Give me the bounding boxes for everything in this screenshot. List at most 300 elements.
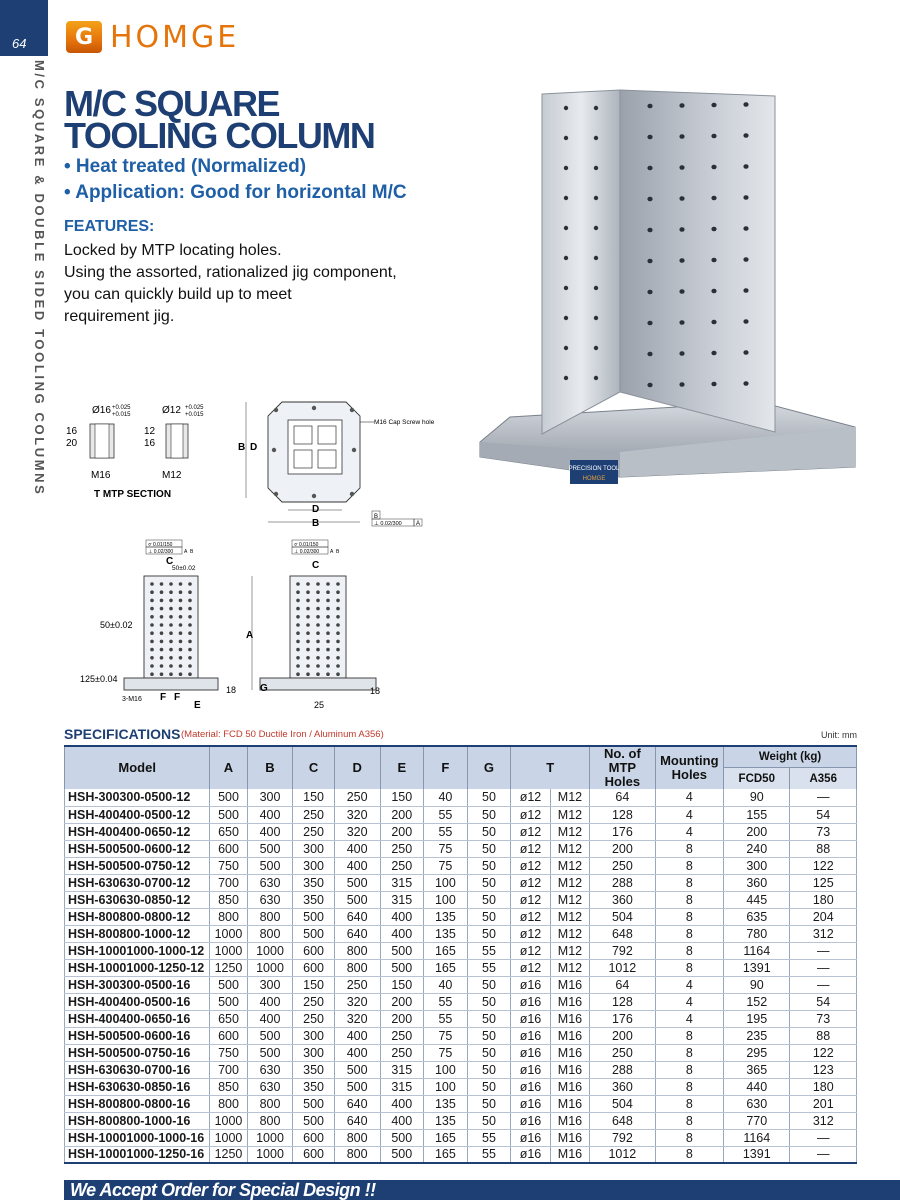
- cell-t-dia: ø16: [511, 1078, 550, 1095]
- table-row: [65, 993, 857, 1010]
- cell-a: 600: [210, 1027, 247, 1044]
- photo-hole: [647, 104, 652, 109]
- table-row: [65, 823, 857, 840]
- specifications-heading: SPECIFICATIONS: [64, 726, 181, 742]
- drawing-hole: [296, 631, 300, 635]
- top-view-diagram: [234, 398, 444, 530]
- cell-a: 1000: [210, 942, 247, 959]
- cell-weight-a356: —: [790, 789, 857, 806]
- cell-f: 55: [424, 823, 468, 840]
- cell-c: 150: [293, 789, 335, 806]
- drawing-hole: [306, 615, 310, 619]
- photo-hole: [564, 106, 568, 110]
- cell-g: 50: [467, 1010, 511, 1027]
- cell-model: HSH-630630-0850-16: [65, 1078, 210, 1095]
- drawing-hole: [326, 648, 330, 652]
- cell-f: 135: [424, 925, 468, 942]
- header-F: F: [424, 746, 468, 789]
- mtp-dim-16: 16: [66, 426, 78, 437]
- cell-weight-a356: 180: [790, 1078, 857, 1095]
- cell-t-dia: ø16: [511, 1146, 550, 1163]
- cell-b: 800: [247, 1112, 293, 1129]
- cell-mtp-holes: 288: [590, 1061, 655, 1078]
- drawing-hole: [306, 656, 310, 660]
- features-body: [64, 240, 444, 328]
- front1-tol-flat: ⌭ 0.01/150: [148, 542, 173, 548]
- drawing-hole: [169, 607, 173, 611]
- cell-f: 165: [424, 959, 468, 976]
- drawing-hole: [179, 631, 183, 635]
- cell-weight-fcd50: 770: [724, 1112, 790, 1129]
- drawing-hole: [179, 623, 183, 627]
- cell-f: 165: [424, 942, 468, 959]
- cell-weight-fcd50: 200: [724, 823, 790, 840]
- cell-t-thread: M12: [550, 874, 589, 891]
- cell-weight-fcd50: 90: [724, 976, 790, 993]
- drawing-hole: [316, 648, 320, 652]
- cell-t-dia: ø16: [511, 1061, 550, 1078]
- cell-mtp-holes: 792: [590, 1129, 655, 1146]
- cell-g: 50: [467, 874, 511, 891]
- cell-t-thread: M12: [550, 942, 589, 959]
- drawing-hole: [326, 615, 330, 619]
- cell-t-thread: M16: [550, 993, 589, 1010]
- cell-mtp-holes: 250: [590, 1044, 655, 1061]
- drawing-hole: [336, 664, 340, 668]
- header-model: Model: [65, 746, 210, 789]
- cell-e: 200: [380, 823, 424, 840]
- drawing-hole: [179, 590, 183, 594]
- cell-a: 500: [210, 789, 247, 806]
- drawing-hole: [296, 640, 300, 644]
- cell-a: 650: [210, 1010, 247, 1027]
- photo-hole: [647, 321, 652, 326]
- header-mtp-line2: Holes: [604, 774, 641, 789]
- drawing-hole: [160, 607, 164, 611]
- drawing-hole: [306, 599, 310, 603]
- cell-mounting-holes: 8: [655, 1095, 724, 1112]
- table-row: [65, 1146, 857, 1163]
- cell-weight-a356: 312: [790, 1112, 857, 1129]
- drawing-hole: [316, 615, 320, 619]
- drawing-hole: [179, 664, 183, 668]
- drawing-hole: [306, 640, 310, 644]
- cell-f: 100: [424, 1061, 468, 1078]
- drawing-hole: [169, 664, 173, 668]
- drawing-hole: [188, 607, 192, 611]
- table-row: [65, 1010, 857, 1027]
- cell-model: HSH-300300-0500-12: [65, 789, 210, 806]
- cell-t-thread: M16: [550, 1095, 589, 1112]
- cell-t-thread: M12: [550, 925, 589, 942]
- photo-hole: [711, 258, 716, 263]
- cell-c: 500: [293, 1095, 335, 1112]
- drawing-hole: [316, 590, 320, 594]
- cell-c: 350: [293, 1061, 335, 1078]
- front2-dim-C: C: [312, 560, 320, 571]
- cell-e: 150: [380, 789, 424, 806]
- drawing-hole: [316, 672, 320, 676]
- front1-ref-a: A: [184, 549, 188, 555]
- cell-g: 50: [467, 1044, 511, 1061]
- photo-hole: [743, 288, 748, 293]
- cell-t-thread: M16: [550, 976, 589, 993]
- photo-hole: [679, 134, 684, 139]
- drawing-hole: [326, 672, 330, 676]
- drawing-hole: [306, 672, 310, 676]
- photo-hole: [647, 290, 652, 295]
- front-view-diagram-1: [76, 536, 266, 714]
- cell-c: 250: [293, 823, 335, 840]
- drawing-hole: [188, 656, 192, 660]
- cell-d: 500: [334, 1078, 380, 1095]
- cell-b: 1000: [247, 1146, 293, 1163]
- cell-t-thread: M12: [550, 823, 589, 840]
- mtp-d16-tol-top: +0.025: [112, 405, 131, 411]
- drawing-hole: [188, 640, 192, 644]
- cell-mtp-holes: 360: [590, 1078, 655, 1095]
- cell-c: 500: [293, 925, 335, 942]
- cell-a: 700: [210, 874, 247, 891]
- photo-hole: [679, 103, 684, 108]
- photo-hole: [679, 382, 684, 387]
- cell-mtp-holes: 200: [590, 1027, 655, 1044]
- photo-plate-brand: HOMGE: [582, 476, 606, 482]
- photo-hole: [679, 196, 684, 201]
- cell-e: 200: [380, 806, 424, 823]
- cell-b: 400: [247, 806, 293, 823]
- cell-mounting-holes: 8: [655, 908, 724, 925]
- cell-t-dia: ø16: [511, 1044, 550, 1061]
- cell-model: HSH-400400-0500-12: [65, 806, 210, 823]
- bullet-list: [64, 154, 407, 206]
- cell-mounting-holes: 4: [655, 823, 724, 840]
- cell-weight-a356: 73: [790, 823, 857, 840]
- header-A: A: [210, 746, 247, 789]
- cell-f: 165: [424, 1129, 468, 1146]
- cell-f: 75: [424, 1027, 468, 1044]
- photo-hole: [711, 382, 716, 387]
- cell-e: 250: [380, 1044, 424, 1061]
- drawing-hole: [326, 582, 330, 586]
- drawing-hole: [306, 664, 310, 668]
- page-number: 64: [12, 36, 27, 51]
- cell-g: 50: [467, 806, 511, 823]
- cell-b: 1000: [247, 959, 293, 976]
- cell-mtp-holes: 128: [590, 806, 655, 823]
- cell-g: 50: [467, 1078, 511, 1095]
- cell-weight-fcd50: 635: [724, 908, 790, 925]
- cell-d: 800: [334, 1129, 380, 1146]
- photo-hole: [743, 164, 748, 169]
- drawing-hole: [296, 623, 300, 627]
- header-C: C: [293, 746, 335, 789]
- cell-e: 250: [380, 857, 424, 874]
- cell-weight-a356: —: [790, 976, 857, 993]
- photo-hole: [711, 134, 716, 139]
- drawing-hole: [160, 590, 164, 594]
- cell-c: 350: [293, 874, 335, 891]
- cell-t-thread: M12: [550, 959, 589, 976]
- cell-g: 55: [467, 1146, 511, 1163]
- cell-g: 50: [467, 789, 511, 806]
- photo-hole: [594, 106, 598, 110]
- cell-c: 500: [293, 908, 335, 925]
- cell-c: 600: [293, 1146, 335, 1163]
- cell-e: 500: [380, 1129, 424, 1146]
- cell-model: HSH-400400-0500-16: [65, 993, 210, 1010]
- photo-hole: [679, 289, 684, 294]
- front1-tol-perp: ⊥ 0.02/300: [148, 549, 174, 555]
- feature-line: requirement jig.: [64, 308, 175, 325]
- mtp-dim-20: 20: [66, 438, 78, 449]
- header-D: D: [334, 746, 380, 789]
- photo-hole: [647, 197, 652, 202]
- cell-mounting-holes: 8: [655, 1146, 724, 1163]
- cell-a: 700: [210, 1061, 247, 1078]
- cell-d: 320: [334, 993, 380, 1010]
- cell-a: 1000: [210, 925, 247, 942]
- top-tol-datum: A: [416, 521, 421, 527]
- header-mtp-holes: [590, 746, 655, 789]
- cell-t-thread: M12: [550, 806, 589, 823]
- drawing-hole: [179, 672, 183, 676]
- cell-g: 50: [467, 1061, 511, 1078]
- table-row: [65, 925, 857, 942]
- drawing-hole: [306, 590, 310, 594]
- cell-b: 800: [247, 1095, 293, 1112]
- drawing-hole: [160, 582, 164, 586]
- cell-a: 1250: [210, 1146, 247, 1163]
- cell-t-dia: ø12: [511, 891, 550, 908]
- photo-hole: [679, 227, 684, 232]
- drawing-hole: [169, 672, 173, 676]
- drawing-hole: [169, 590, 173, 594]
- cell-t-dia: ø12: [511, 942, 550, 959]
- cell-a: 750: [210, 857, 247, 874]
- drawing-hole: [316, 656, 320, 660]
- photo-hole: [594, 346, 598, 350]
- cell-model: HSH-500500-0750-12: [65, 857, 210, 874]
- cell-a: 850: [210, 891, 247, 908]
- cell-mtp-holes: 648: [590, 1112, 655, 1129]
- top-tol-ref: B: [374, 514, 379, 520]
- drawing-hole: [296, 582, 300, 586]
- cell-b: 800: [247, 908, 293, 925]
- cell-t-dia: ø12: [511, 959, 550, 976]
- mtp-m16: M16: [91, 470, 111, 481]
- top-dim-D-horizontal: D: [312, 504, 320, 515]
- drawing-hole: [306, 623, 310, 627]
- cell-t-dia: ø12: [511, 874, 550, 891]
- drawing-hole: [326, 640, 330, 644]
- photo-hole: [711, 227, 716, 232]
- photo-hole: [594, 136, 598, 140]
- drawing-hole: [336, 582, 340, 586]
- photo-hole: [564, 196, 568, 200]
- cell-t-dia: ø16: [511, 1129, 550, 1146]
- drawing-hole: [326, 664, 330, 668]
- table-row: [65, 789, 857, 806]
- cell-g: 50: [467, 891, 511, 908]
- cell-weight-a356: —: [790, 1146, 857, 1163]
- cell-mtp-holes: 792: [590, 942, 655, 959]
- cell-model: HSH-500500-0600-12: [65, 840, 210, 857]
- drawing-hole: [160, 656, 164, 660]
- cell-weight-fcd50: 152: [724, 993, 790, 1010]
- drawing-hole: [150, 664, 154, 668]
- cell-t-dia: ø16: [511, 976, 550, 993]
- cell-t-thread: M16: [550, 1129, 589, 1146]
- cell-e: 200: [380, 1010, 424, 1027]
- photo-hole: [564, 376, 568, 380]
- cell-mtp-holes: 250: [590, 857, 655, 874]
- cell-g: 55: [467, 959, 511, 976]
- photo-plate-label: PRECISION TOOL: [568, 466, 620, 472]
- drawing-hole: [179, 656, 183, 660]
- cell-a: 500: [210, 993, 247, 1010]
- cell-t-thread: M16: [550, 1044, 589, 1061]
- top-dim-B-vertical: B: [238, 442, 246, 453]
- drawing-hole: [306, 582, 310, 586]
- drawing-hole: [296, 656, 300, 660]
- front1-spacing: 50±0.02: [172, 565, 196, 572]
- front1-dim-E: E: [194, 700, 201, 711]
- mtp-section-diagram: [64, 398, 214, 504]
- cell-a: 1250: [210, 959, 247, 976]
- drawing-hole: [336, 640, 340, 644]
- cell-weight-fcd50: 235: [724, 1027, 790, 1044]
- photo-hole: [743, 381, 748, 386]
- front-view-diagram-2: [240, 536, 400, 714]
- front1-m16: 3-M16: [122, 696, 142, 703]
- drawing-hole: [296, 607, 300, 611]
- cell-model: HSH-300300-0500-16: [65, 976, 210, 993]
- cell-c: 350: [293, 891, 335, 908]
- header-B: B: [247, 746, 293, 789]
- mtp-dim-16b: 16: [144, 438, 156, 449]
- brand-logo: [66, 20, 239, 54]
- cell-mtp-holes: 176: [590, 1010, 655, 1027]
- cell-weight-a356: 54: [790, 993, 857, 1010]
- cell-t-thread: M16: [550, 1061, 589, 1078]
- photo-hole: [679, 320, 684, 325]
- drawing-hole: [316, 582, 320, 586]
- cell-t-dia: ø16: [511, 1095, 550, 1112]
- drawing-hole: [306, 607, 310, 611]
- cell-t-thread: M16: [550, 1146, 589, 1163]
- cell-c: 300: [293, 1044, 335, 1061]
- drawing-hole: [336, 623, 340, 627]
- drawing-hole: [150, 599, 154, 603]
- drawing-hole: [326, 590, 330, 594]
- drawing-hole: [326, 607, 330, 611]
- drawing-hole: [336, 672, 340, 676]
- cell-model: HSH-500500-0750-16: [65, 1044, 210, 1061]
- table-row: [65, 857, 857, 874]
- cell-g: 50: [467, 993, 511, 1010]
- cell-mounting-holes: 4: [655, 993, 724, 1010]
- cell-c: 600: [293, 942, 335, 959]
- cell-b: 1000: [247, 942, 293, 959]
- cell-mounting-holes: 8: [655, 1061, 724, 1078]
- cell-e: 250: [380, 1027, 424, 1044]
- logo-letter: G: [74, 24, 94, 50]
- cell-c: 300: [293, 1027, 335, 1044]
- drawing-hole: [296, 599, 300, 603]
- cell-d: 400: [334, 1044, 380, 1061]
- photo-hole: [711, 196, 716, 201]
- photo-hole: [743, 133, 748, 138]
- cell-t-thread: M12: [550, 891, 589, 908]
- cell-t-thread: M16: [550, 1027, 589, 1044]
- photo-hole: [647, 352, 652, 357]
- photo-hole: [594, 316, 598, 320]
- top-cap-note: M16 Cap Screw hole: [374, 419, 435, 426]
- bullet-heat-treated: • Heat treated (Normalized): [64, 156, 307, 177]
- photo-hole: [647, 228, 652, 233]
- cell-model: HSH-10001000-1250-16: [65, 1146, 210, 1163]
- drawing-hole: [316, 623, 320, 627]
- cell-c: 250: [293, 1010, 335, 1027]
- side-section-label: M/C SQUARE & DOUBLE SIDED TOOLING COLUMNS: [32, 60, 47, 497]
- drawing-hole: [150, 640, 154, 644]
- photo-hole: [564, 286, 568, 290]
- front2-tol-flat: ⌭ 0.01/150: [294, 542, 319, 548]
- cell-t-dia: ø12: [511, 857, 550, 874]
- cell-weight-fcd50: 1391: [724, 1146, 790, 1163]
- cell-a: 800: [210, 908, 247, 925]
- table-row: [65, 959, 857, 976]
- cell-mounting-holes: 8: [655, 840, 724, 857]
- front2-ref-a: A: [330, 549, 334, 555]
- header-mount-line1: Mounting: [660, 753, 719, 768]
- drawing-hole: [160, 623, 164, 627]
- mtp-dim-12: 12: [144, 426, 156, 437]
- table-row: [65, 806, 857, 823]
- cell-f: 135: [424, 1095, 468, 1112]
- photo-hole: [679, 165, 684, 170]
- drawing-hole: [169, 631, 173, 635]
- drawing-hole: [336, 615, 340, 619]
- photo-hole: [647, 259, 652, 264]
- cell-weight-a356: 125: [790, 874, 857, 891]
- drawing-hole: [316, 640, 320, 644]
- drawing-hole: [169, 656, 173, 660]
- front1-ref-b: B: [190, 549, 194, 555]
- cell-model: HSH-800800-1000-16: [65, 1112, 210, 1129]
- cell-t-dia: ø16: [511, 1112, 550, 1129]
- drawing-hole: [306, 631, 310, 635]
- cell-weight-a356: 123: [790, 1061, 857, 1078]
- cell-model: HSH-400400-0650-16: [65, 1010, 210, 1027]
- product-photo: [470, 82, 870, 494]
- cell-t-dia: ø12: [511, 925, 550, 942]
- cell-weight-fcd50: 240: [724, 840, 790, 857]
- cell-g: 50: [467, 857, 511, 874]
- cell-mounting-holes: 8: [655, 942, 724, 959]
- drawing-hole: [336, 607, 340, 611]
- photo-hole: [743, 195, 748, 200]
- cell-f: 100: [424, 891, 468, 908]
- cell-t-thread: M16: [550, 1112, 589, 1129]
- cell-g: 50: [467, 925, 511, 942]
- cell-a: 1000: [210, 1112, 247, 1129]
- cell-model: HSH-630630-0850-12: [65, 891, 210, 908]
- mtp-d12-label: Ø12: [162, 405, 181, 416]
- cell-model: HSH-630630-0700-12: [65, 874, 210, 891]
- photo-hole: [594, 376, 598, 380]
